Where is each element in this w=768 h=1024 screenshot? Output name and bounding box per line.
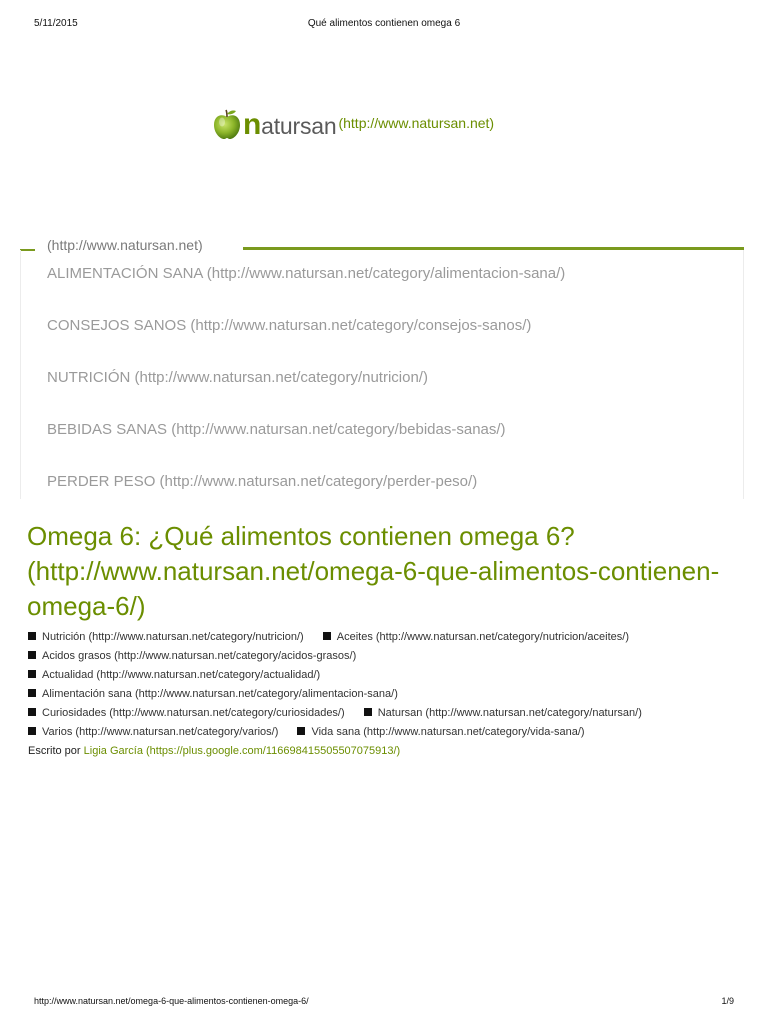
pdf-header bbox=[34, 18, 734, 32]
square-bullet-icon bbox=[364, 708, 372, 716]
print-title: Qué alimentos contienen omega 6 bbox=[307, 18, 461, 29]
main-nav bbox=[20, 237, 744, 499]
category-natursan[interactable]: Natursan (http://www.natursan.net/category/natursan/) bbox=[364, 706, 642, 721]
category-line bbox=[28, 687, 748, 706]
nav-left-border bbox=[20, 250, 21, 499]
nav-item-consejos-sanos[interactable]: CONSEJOS SANOS (http://www.natursan.net/category/consejos-sanos/) bbox=[47, 317, 532, 334]
category-line bbox=[28, 649, 748, 668]
article-byline bbox=[28, 744, 748, 763]
brand-name: natursan bbox=[243, 108, 337, 141]
byline-prefix: Escrito por bbox=[28, 745, 84, 757]
square-bullet-icon bbox=[297, 727, 305, 735]
category-aceites[interactable]: Aceites (http://www.natursan.net/category/nutricion/aceites/) bbox=[323, 630, 629, 645]
logo-url[interactable]: (http://www.natursan.net) bbox=[338, 115, 495, 131]
nav-item-bebidas-sanas[interactable]: BEBIDAS SANAS (http://www.natursan.net/category/bebidas-sanas/) bbox=[47, 421, 506, 438]
pdf-footer bbox=[34, 996, 734, 1010]
print-date: 5/11/2015 bbox=[34, 18, 78, 29]
green-apple-icon bbox=[212, 108, 242, 140]
site-logo[interactable] bbox=[212, 106, 494, 140]
square-bullet-icon bbox=[28, 670, 36, 678]
nav-item-nutricion[interactable]: NUTRICIÓN (http://www.natursan.net/category/nutricion/) bbox=[47, 369, 428, 386]
nav-item-alimentacion-sana[interactable]: ALIMENTACIÓN SANA (http://www.natursan.net/category/alimentacion-sana/) bbox=[47, 265, 566, 282]
category-varios[interactable]: Varios (http://www.natursan.net/category/varios/) bbox=[28, 725, 278, 740]
category-line bbox=[28, 630, 748, 649]
nav-top-rule bbox=[243, 247, 744, 250]
category-actualidad[interactable]: Actualidad (http://www.natursan.net/category/actualidad/) bbox=[28, 668, 320, 683]
nav-home-link[interactable]: (http://www.natursan.net) bbox=[47, 237, 203, 253]
category-line bbox=[28, 725, 748, 744]
category-alimentacion-sana[interactable]: Alimentación sana (http://www.natursan.net/category/alimentacion-sana/) bbox=[28, 687, 398, 702]
square-bullet-icon bbox=[28, 689, 36, 697]
nav-right-border bbox=[743, 250, 744, 499]
square-bullet-icon bbox=[28, 727, 36, 735]
category-vida-sana[interactable]: Vida sana (http://www.natursan.net/category/vida-sana/) bbox=[297, 725, 584, 740]
category-nutricion[interactable]: Nutrición (http://www.natursan.net/category/nutricion/) bbox=[28, 630, 304, 645]
category-curiosidades[interactable]: Curiosidades (http://www.natursan.net/category/curiosidades/) bbox=[28, 706, 345, 721]
nav-list bbox=[47, 265, 565, 525]
nav-item-perder-peso[interactable]: PERDER PESO (http://www.natursan.net/category/perder-peso/) bbox=[47, 473, 478, 490]
square-bullet-icon bbox=[28, 651, 36, 659]
print-url: http://www.natursan.net/omega-6-que-alimentos-contienen-omega-6/ bbox=[34, 996, 309, 1006]
category-acidos-grasos[interactable]: Acidos grasos (http://www.natursan.net/category/acidos-grasos/) bbox=[28, 649, 356, 664]
article-categories bbox=[28, 630, 748, 763]
category-line bbox=[28, 668, 748, 687]
nav-tab-marker bbox=[20, 249, 35, 251]
square-bullet-icon bbox=[28, 708, 36, 716]
square-bullet-icon bbox=[28, 632, 36, 640]
article-headline[interactable]: Omega 6: ¿Qué alimentos contienen omega 6? (http://www.natursan.net/omega-6-que-alimentos-contienen-omega-6/) bbox=[27, 521, 720, 621]
square-bullet-icon bbox=[323, 632, 331, 640]
author-link[interactable]: Ligia García (https://plus.google.com/116698415505507075913/) bbox=[83, 745, 401, 757]
category-line bbox=[28, 706, 748, 725]
page-number: 1/9 bbox=[721, 996, 734, 1006]
